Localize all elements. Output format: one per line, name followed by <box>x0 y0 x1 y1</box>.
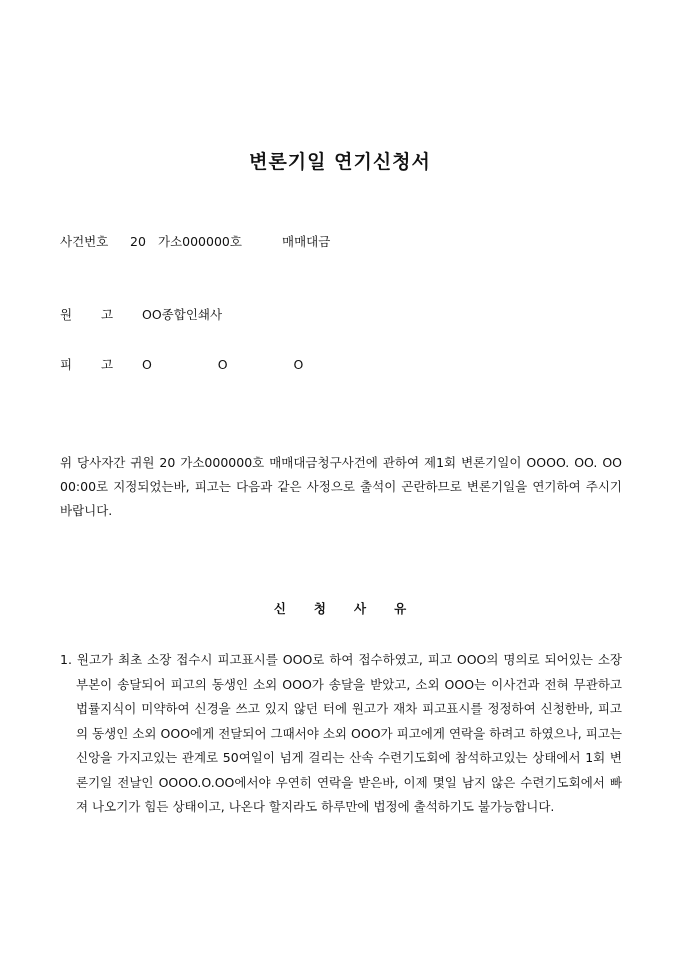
case-number: 가소000000호 <box>158 234 242 249</box>
section-heading-char-1: 신 <box>273 601 286 616</box>
case-name: 매매대금 <box>282 234 331 249</box>
defendant-row <box>60 355 303 373</box>
defendant-label-char-1: 피 <box>60 357 73 372</box>
defendant-label <box>60 355 142 373</box>
plaintiff-label-char-2: 고 <box>101 307 114 322</box>
defendant-label-char-2: 고 <box>101 357 114 372</box>
document-title: 변론기일 연기신청서 <box>249 151 431 173</box>
plaintiff-label-char-1: 원 <box>60 307 73 322</box>
plaintiff-value: OO종합인쇄사 <box>142 307 223 322</box>
request-body: 위 당사자간 귀원 20 가소000000호 매매대금청구사건에 관하여 제1회 변론기일이 OOOO. OO. OO 00:00로 지정되었는바, 피고는 다음과 같은 사정으로 출석이 곤란하므로 변론기일을 연기하여 주시기 바랍니다. <box>60 455 622 518</box>
reason-item: 1. 원고가 최초 소장 접수시 피고표시를 OOO로 하여 접수하였고, 피고 OOO의 명의로 되어있는 소장 부본이 송달되어 피고의 동생인 소외 OOO가 송달을 받았고, 소외 OOO는 이사건과 전혀 무관하고 법률지식이 미약하여 신경을 쓰고 있지 않던 터에 원고가 재차 피고표시를 정정하여 신청한바, 피고의 동생인 소외 OOO에게 전달되어 그때서야 소외 OOO가 피고에게 연락을 하려고 하였으나, 피고는 신앙을 가지고있는 관계로 50여일이 넘게 걸리는 산속 수련기도회에 참석하고있는 상태에서 1회 변론기일 전날인 OOOO.O.OO에서야 우연히 연락을 받은바, 이제 몇일 남지 않은 수련기도회에서 빠져 나오기가 힘든 상태이고, 나온다 할지라도 하루만에 법정에 출석하기도 불가능합니다. <box>60 652 622 814</box>
section-heading-char-2: 청 <box>313 601 326 616</box>
section-heading <box>0 599 680 617</box>
plaintiff-row <box>60 305 222 323</box>
section-heading-char-4: 유 <box>394 601 407 616</box>
plaintiff-label <box>60 305 142 323</box>
case-info <box>60 232 330 250</box>
case-number-label: 사건번호 <box>60 234 109 249</box>
case-year: 20 <box>130 234 146 249</box>
section-heading-char-3: 사 <box>354 601 367 616</box>
defendant-value: O O O <box>142 357 304 372</box>
